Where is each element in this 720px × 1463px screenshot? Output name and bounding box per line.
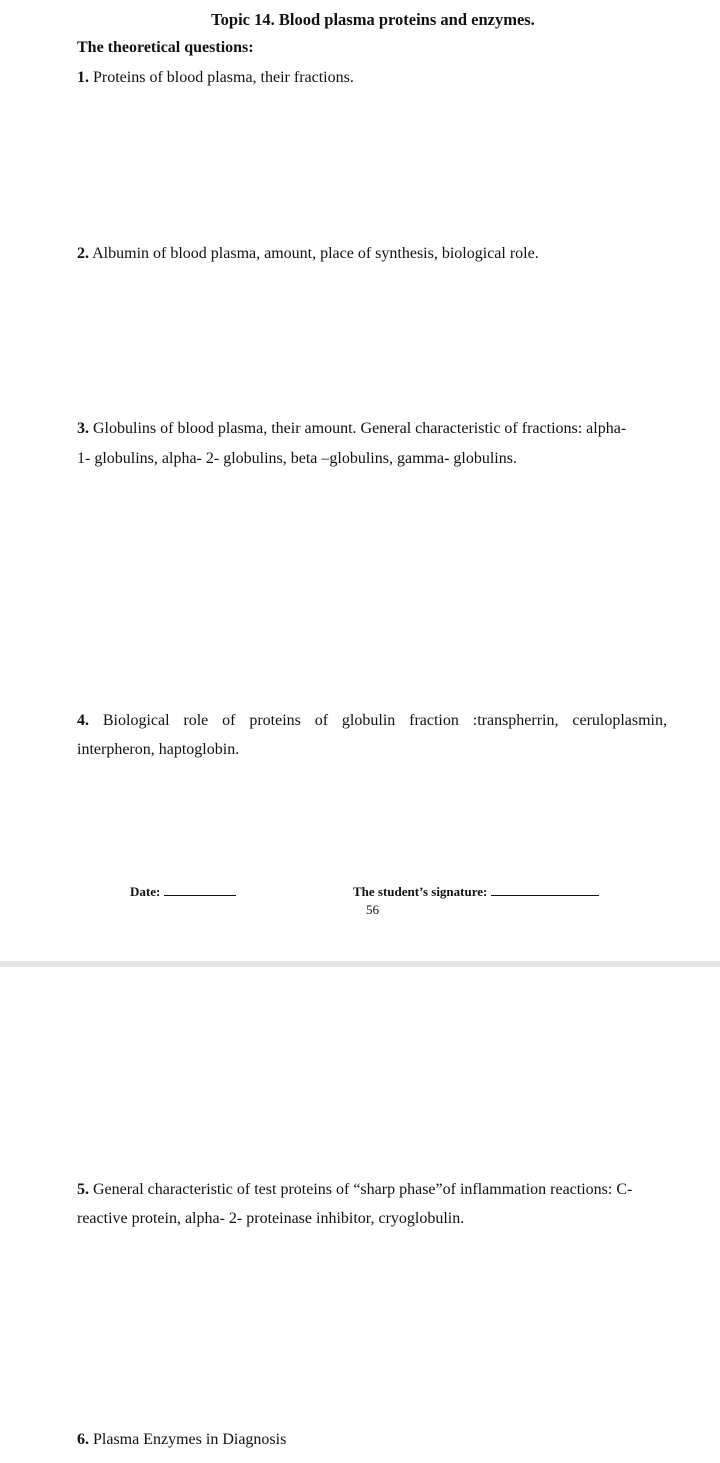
- page-number: 56: [366, 902, 379, 917]
- question-4: [77, 712, 667, 730]
- signature-blank-line: [491, 895, 599, 896]
- question-text: Proteins of blood plasma, their fractions.: [93, 69, 354, 86]
- question-number: 5.: [77, 1181, 89, 1198]
- question-4-continuation: interpheron, haptoglobin.: [77, 741, 240, 758]
- question-6: [77, 1431, 286, 1449]
- question-number: 1.: [77, 69, 89, 86]
- question-text: Albumin of blood plasma, amount, place of synthesis, biological role.: [92, 245, 539, 262]
- question-number: 6.: [77, 1431, 89, 1448]
- section-subtitle: The theoretical questions:: [77, 39, 254, 56]
- question-text: Biological role of proteins of globulin fraction :transpherrin, ceruloplasmin,: [102, 712, 668, 729]
- question-number: 4.: [77, 712, 89, 729]
- question-5-continuation: reactive protein, alpha- 2- proteinase inhibitor, cryoglobulin.: [77, 1210, 465, 1227]
- date-label: Date:: [130, 884, 161, 899]
- date-blank-line: [164, 895, 236, 896]
- question-number: 2.: [77, 245, 89, 262]
- question-text: General characteristic of test proteins of “sharp phase”of inflammation reactions: C-: [93, 1181, 633, 1198]
- question-5: [77, 1181, 632, 1199]
- page-divider: [0, 961, 720, 967]
- question-2: [77, 245, 539, 263]
- question-text: Globulins of blood plasma, their amount. General characteristic of fractions: alpha-: [93, 420, 627, 437]
- date-field: [130, 884, 236, 900]
- question-number: 3.: [77, 420, 89, 437]
- page-title: Topic 14. Blood plasma proteins and enzymes.: [211, 10, 535, 29]
- signature-field: [353, 884, 599, 900]
- question-1: [77, 69, 354, 87]
- signature-label: The student’s signature:: [353, 884, 488, 899]
- question-3-continuation: 1- globulins, alpha- 2- globulins, beta –globulins, gamma- globulins.: [77, 450, 517, 467]
- question-text: Plasma Enzymes in Diagnosis: [93, 1431, 287, 1448]
- question-3: [77, 420, 626, 438]
